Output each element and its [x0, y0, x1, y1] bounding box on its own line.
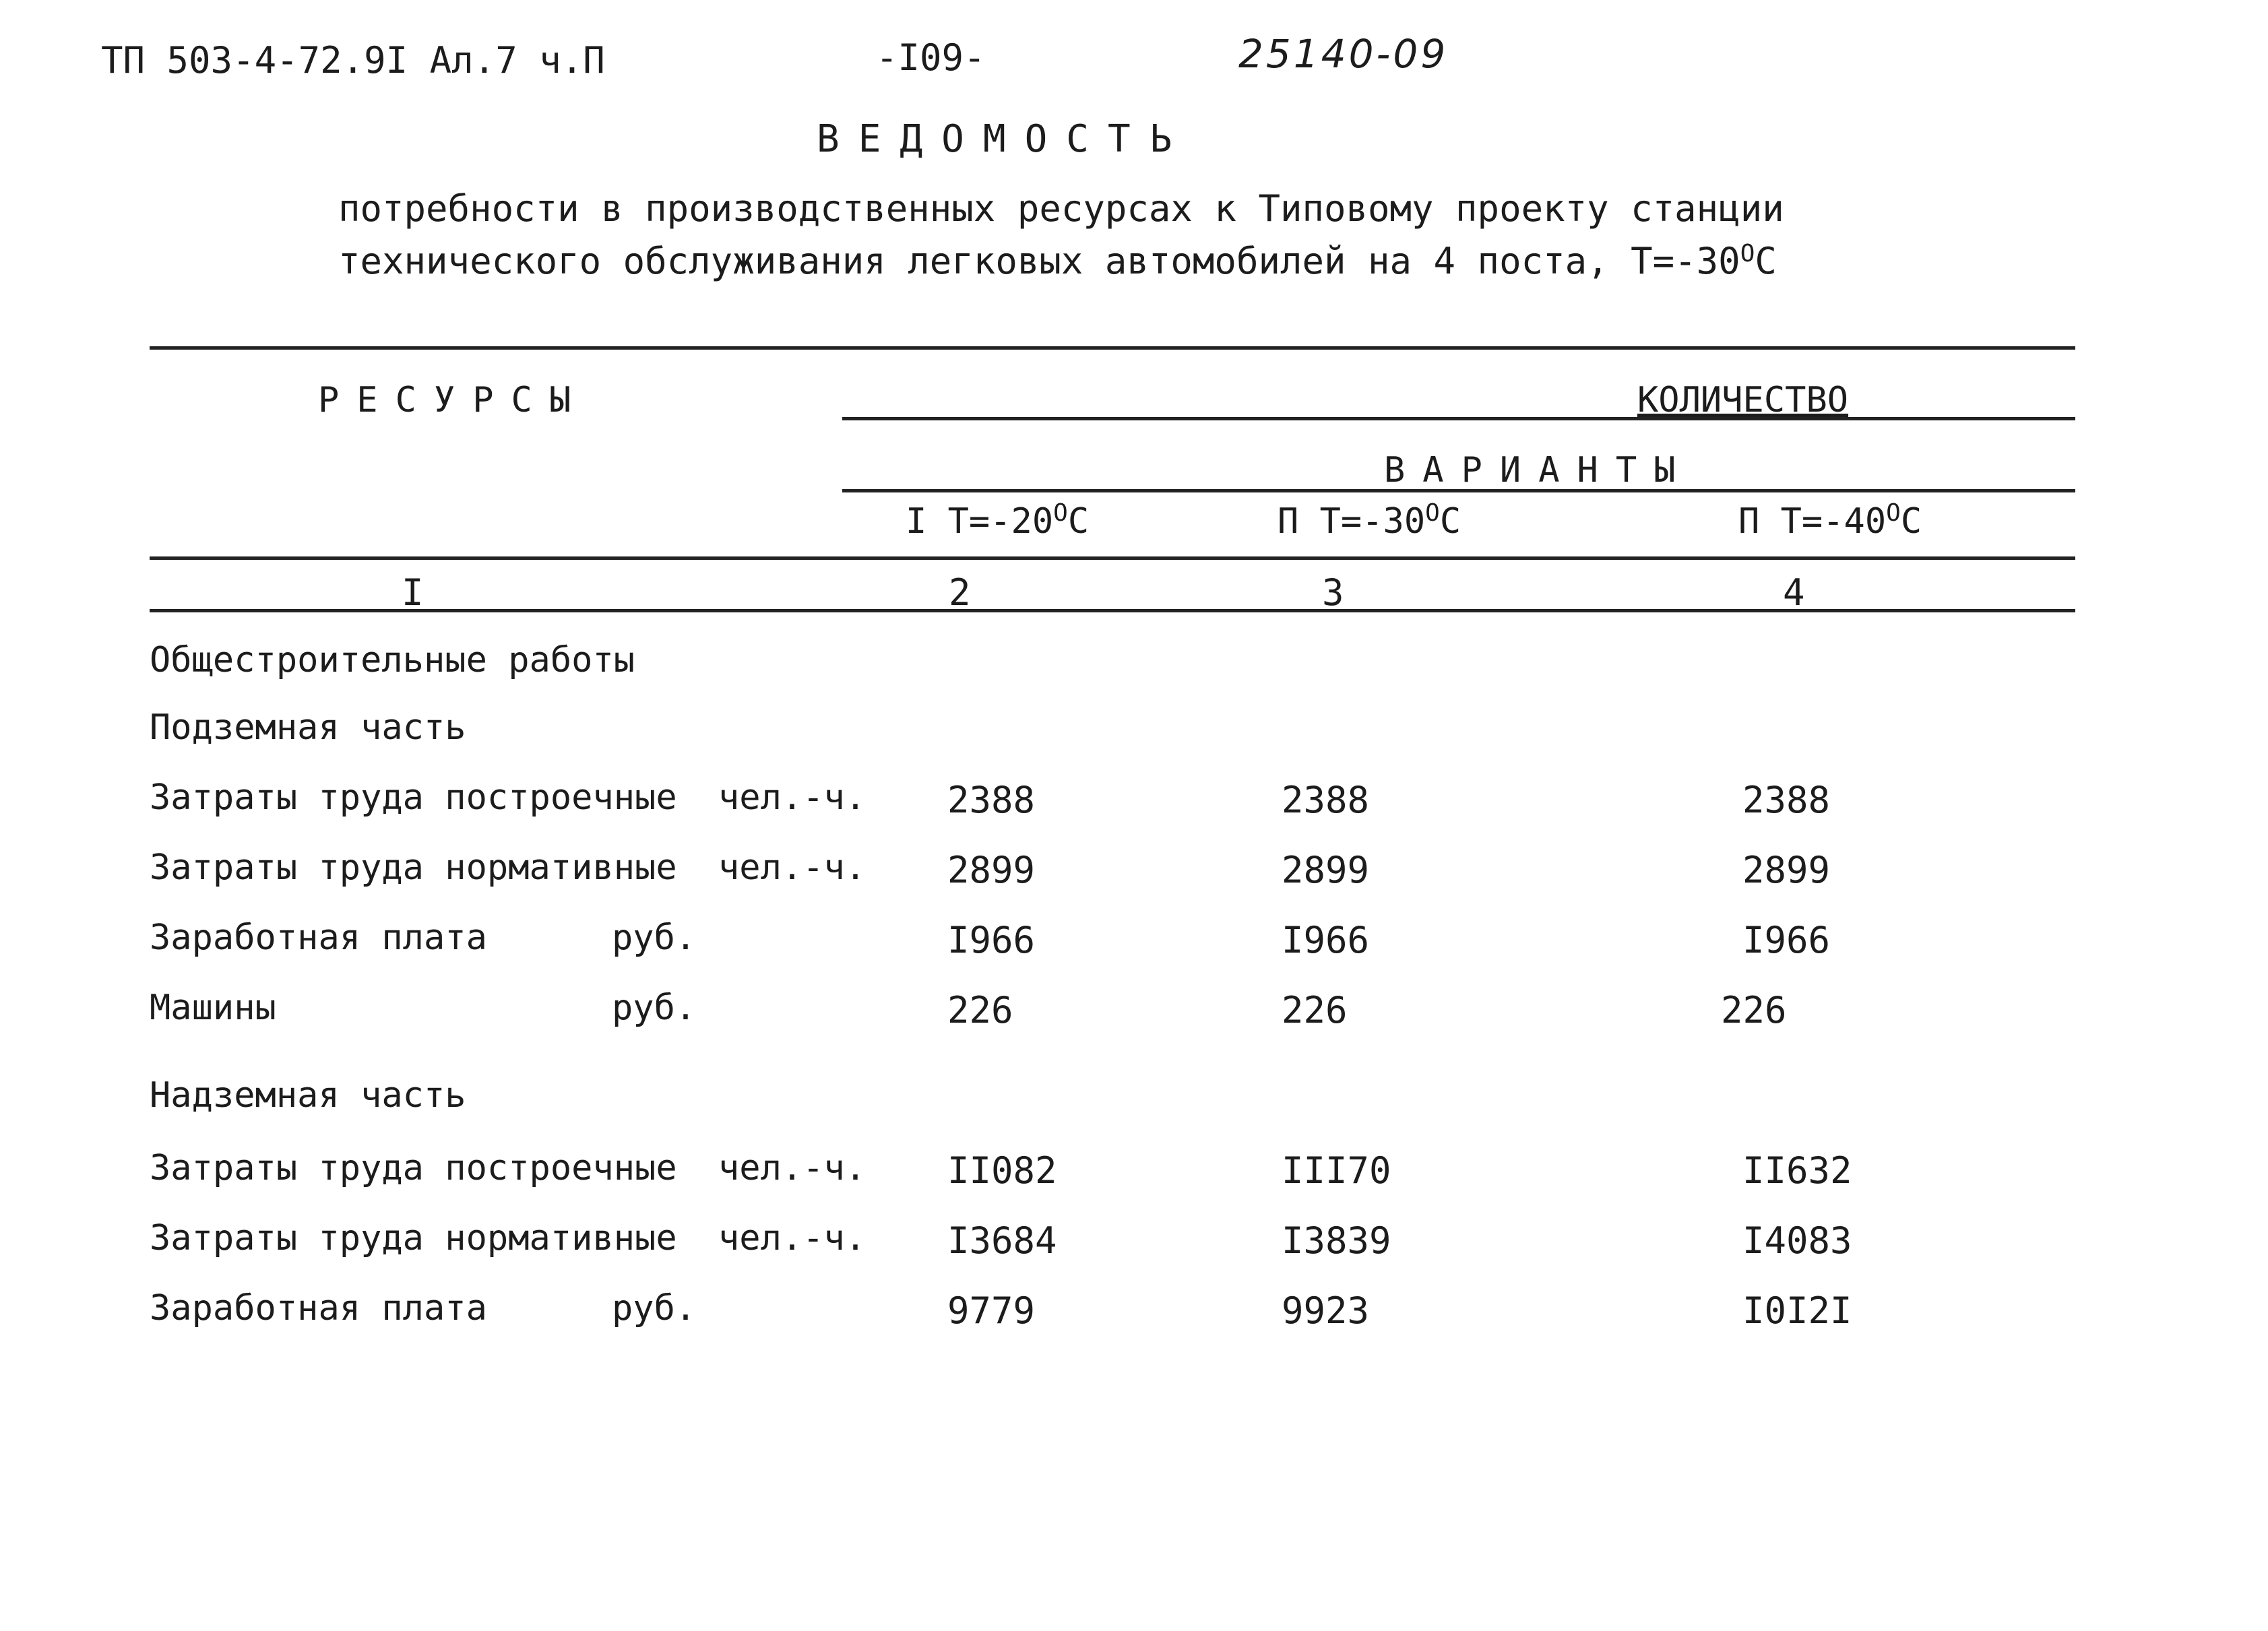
- variant-3-unit: С: [1900, 501, 1922, 542]
- document-title: ВЕДОМОСТЬ: [817, 117, 1191, 161]
- row-value-variant-2: I966: [1282, 919, 1370, 961]
- subtitle-line-1: потребности в производственных ресурсах к Типовому проекту станции: [338, 187, 1784, 230]
- handwritten-stamp-number: 25140-09: [1238, 31, 1449, 77]
- row-unit: руб.: [612, 918, 697, 958]
- row-name: Затраты труда построечные: [150, 1148, 677, 1188]
- variant-2-unit: С: [1439, 501, 1461, 542]
- row-value-variant-1: 2388: [947, 779, 1036, 821]
- row-unit: чел.-ч.: [718, 848, 867, 888]
- row-value-variant-1: I966: [947, 919, 1036, 961]
- quantity-header: КОЛИЧЕСТВО: [1637, 380, 1849, 420]
- row-unit: чел.-ч.: [718, 777, 867, 818]
- row-value-variant-1: 2899: [947, 849, 1036, 891]
- page-number: -I09-: [876, 36, 986, 79]
- degree-unit: С: [1755, 240, 1777, 282]
- variant-2-header: [1278, 499, 1461, 542]
- row-unit: руб.: [612, 1288, 697, 1329]
- variant-1-label: I Т=-20: [906, 501, 1054, 542]
- subtitle-line-2-text: технического обслуживания легковых автомобилей на 4 поста, Т=-30: [338, 240, 1740, 282]
- row-value-variant-2: 2388: [1282, 779, 1370, 821]
- row-value-variant-1: 226: [947, 989, 1013, 1031]
- variant-1-degree: О: [1053, 499, 1068, 527]
- row-value-variant-2: III70: [1282, 1149, 1391, 1192]
- row-value-variant-3: I4083: [1742, 1219, 1852, 1262]
- row-unit: чел.-ч.: [718, 1218, 867, 1258]
- variant-2-degree: О: [1425, 499, 1440, 527]
- row-value-variant-3: II632: [1742, 1149, 1852, 1192]
- row-name: Затраты труда построечные: [150, 777, 677, 818]
- column-number-3: 3: [1322, 571, 1344, 614]
- row-unit: чел.-ч.: [718, 1148, 867, 1188]
- row-value-variant-3: I966: [1742, 919, 1831, 961]
- document-code: ТП 503-4-72.9I Ал.7 ч.П: [101, 39, 605, 82]
- row-value-variant-1: I3684: [947, 1219, 1057, 1262]
- row-name: Заработная плата: [150, 1288, 487, 1329]
- variant-3-header: [1738, 499, 1922, 542]
- row-value-variant-2: I3839: [1282, 1219, 1391, 1262]
- row-value-variant-3: 226: [1721, 989, 1787, 1031]
- subtitle-line-2: [338, 240, 1777, 282]
- row-name: Машины: [150, 988, 276, 1028]
- row-unit: руб.: [612, 988, 697, 1028]
- column-number-4: 4: [1783, 571, 1805, 614]
- degree-sup: О: [1740, 240, 1755, 267]
- header-bottom-rule: [150, 556, 2075, 560]
- row-value-variant-3: I0I2I: [1742, 1289, 1852, 1332]
- resources-header: РЕСУРСЫ: [318, 380, 589, 420]
- section-general-works: Общестроительные работы: [150, 640, 635, 680]
- column-number-1: I: [402, 571, 424, 614]
- row-value-variant-1: II082: [947, 1149, 1057, 1192]
- row-value-variant-3: 2899: [1742, 849, 1831, 891]
- column-number-2: 2: [949, 571, 971, 614]
- table-top-rule: [150, 346, 2075, 350]
- variant-1-header: [906, 499, 1090, 542]
- variant-1-unit: С: [1067, 501, 1090, 542]
- section-underground: Подземная часть: [150, 707, 466, 748]
- quantity-underline: [842, 417, 2075, 420]
- variant-2-label: П Т=-30: [1278, 501, 1426, 542]
- row-value-variant-3: 2388: [1742, 779, 1831, 821]
- row-value-variant-1: 9779: [947, 1289, 1036, 1332]
- variants-header: ВАРИАНТЫ: [1384, 450, 1693, 490]
- row-name: Затраты труда нормативные: [150, 848, 677, 888]
- row-value-variant-2: 2899: [1282, 849, 1370, 891]
- section-aboveground: Надземная часть: [150, 1075, 466, 1116]
- row-value-variant-2: 226: [1282, 989, 1348, 1031]
- row-name: Заработная плата: [150, 918, 487, 958]
- variant-3-degree: О: [1886, 499, 1901, 527]
- row-value-variant-2: 9923: [1282, 1289, 1370, 1332]
- variant-3-label: П Т=-40: [1738, 501, 1887, 542]
- row-name: Затраты труда нормативные: [150, 1218, 677, 1258]
